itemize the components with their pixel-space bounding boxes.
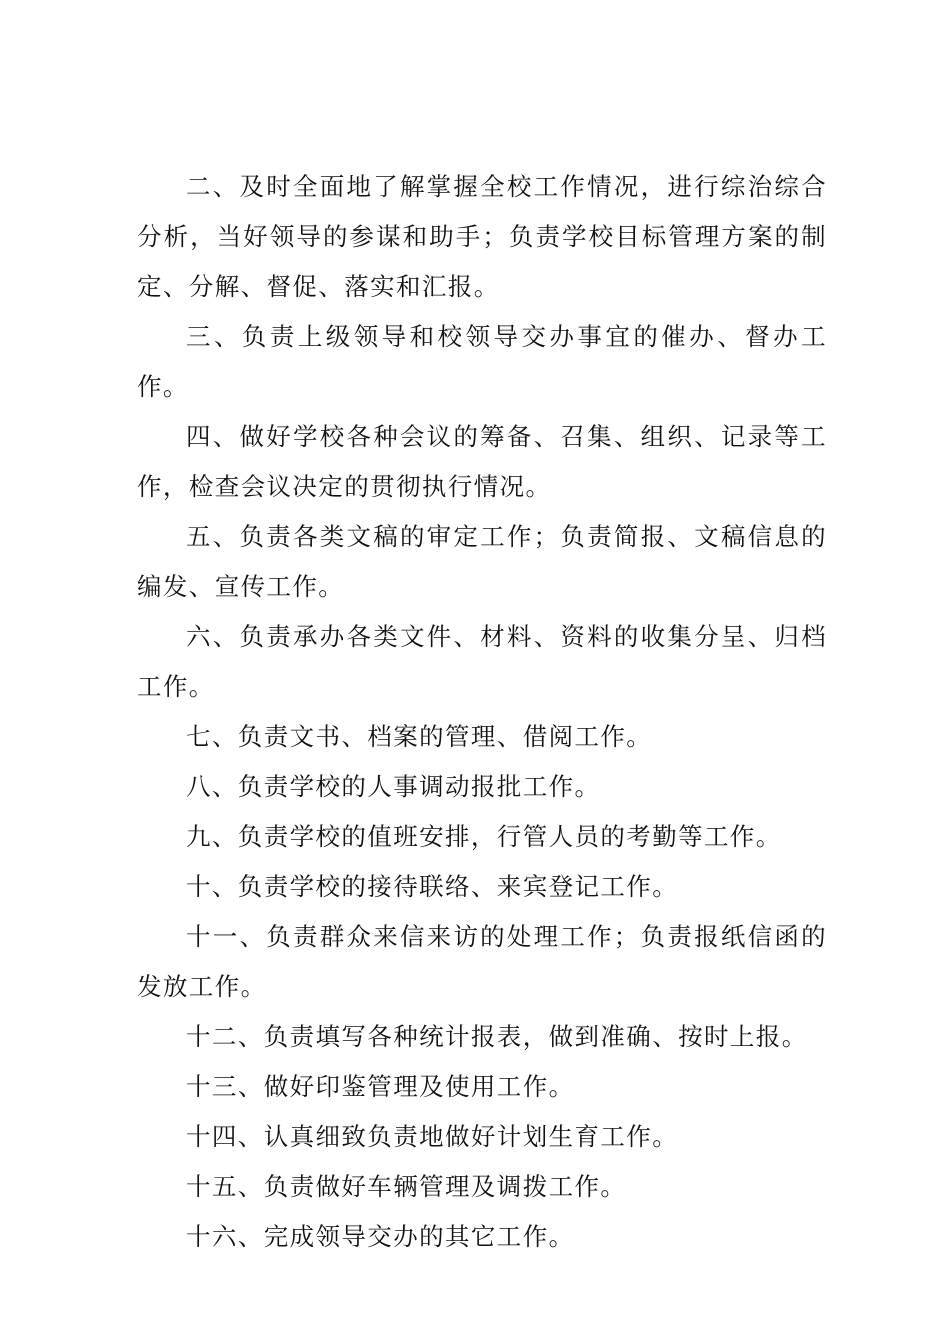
paragraph-item-11: 十一、负责群众来信来访的处理工作；负责报纸信函的发放工作。 — [137, 922, 827, 1001]
paragraph-item-7: 七、负责文书、档案的管理、借阅工作。 — [186, 722, 653, 751]
paragraph-item-14: 十四、认真细致负责地做好计划生育工作。 — [186, 1122, 679, 1151]
paragraph-item-16: 十六、完成领导交办的其它工作。 — [186, 1222, 575, 1251]
paragraph-item-13: 十三、做好印鉴管理及使用工作。 — [186, 1072, 575, 1101]
paragraph-item-6: 六、负责承办各类文件、材料、资料的收集分呈、归档工作。 — [137, 622, 827, 701]
paragraph-item-2: 二、及时全面地了解掌握全校工作情况，进行综治综合分析，当好领导的参谋和助手；负责学校目标管理方案的制定、分解、督促、落实和汇报。 — [137, 172, 827, 301]
paragraph-item-15: 十五、负责做好车辆管理及调拨工作。 — [186, 1172, 627, 1201]
paragraph-item-3: 三、负责上级领导和校领导交办事宜的催办、督办工作。 — [137, 322, 827, 401]
paragraph-item-9: 九、负责学校的值班安排，行管人员的考勤等工作。 — [186, 822, 782, 851]
paragraph-item-8: 八、负责学校的人事调动报批工作。 — [186, 772, 601, 801]
paragraph-item-4: 四、做好学校各种会议的筹备、召集、组织、记录等工作，检查会议决定的贯彻执行情况。 — [137, 422, 827, 501]
paragraph-item-5: 五、负责各类文稿的审定工作；负责简报、文稿信息的编发、宣传工作。 — [137, 522, 827, 601]
paragraph-item-10: 十、负责学校的接待联络、来宾登记工作。 — [186, 872, 679, 901]
paragraph-item-12: 十二、负责填写各种统计报表，做到准确、按时上报。 — [186, 1022, 808, 1051]
document-body — [137, 162, 827, 1262]
